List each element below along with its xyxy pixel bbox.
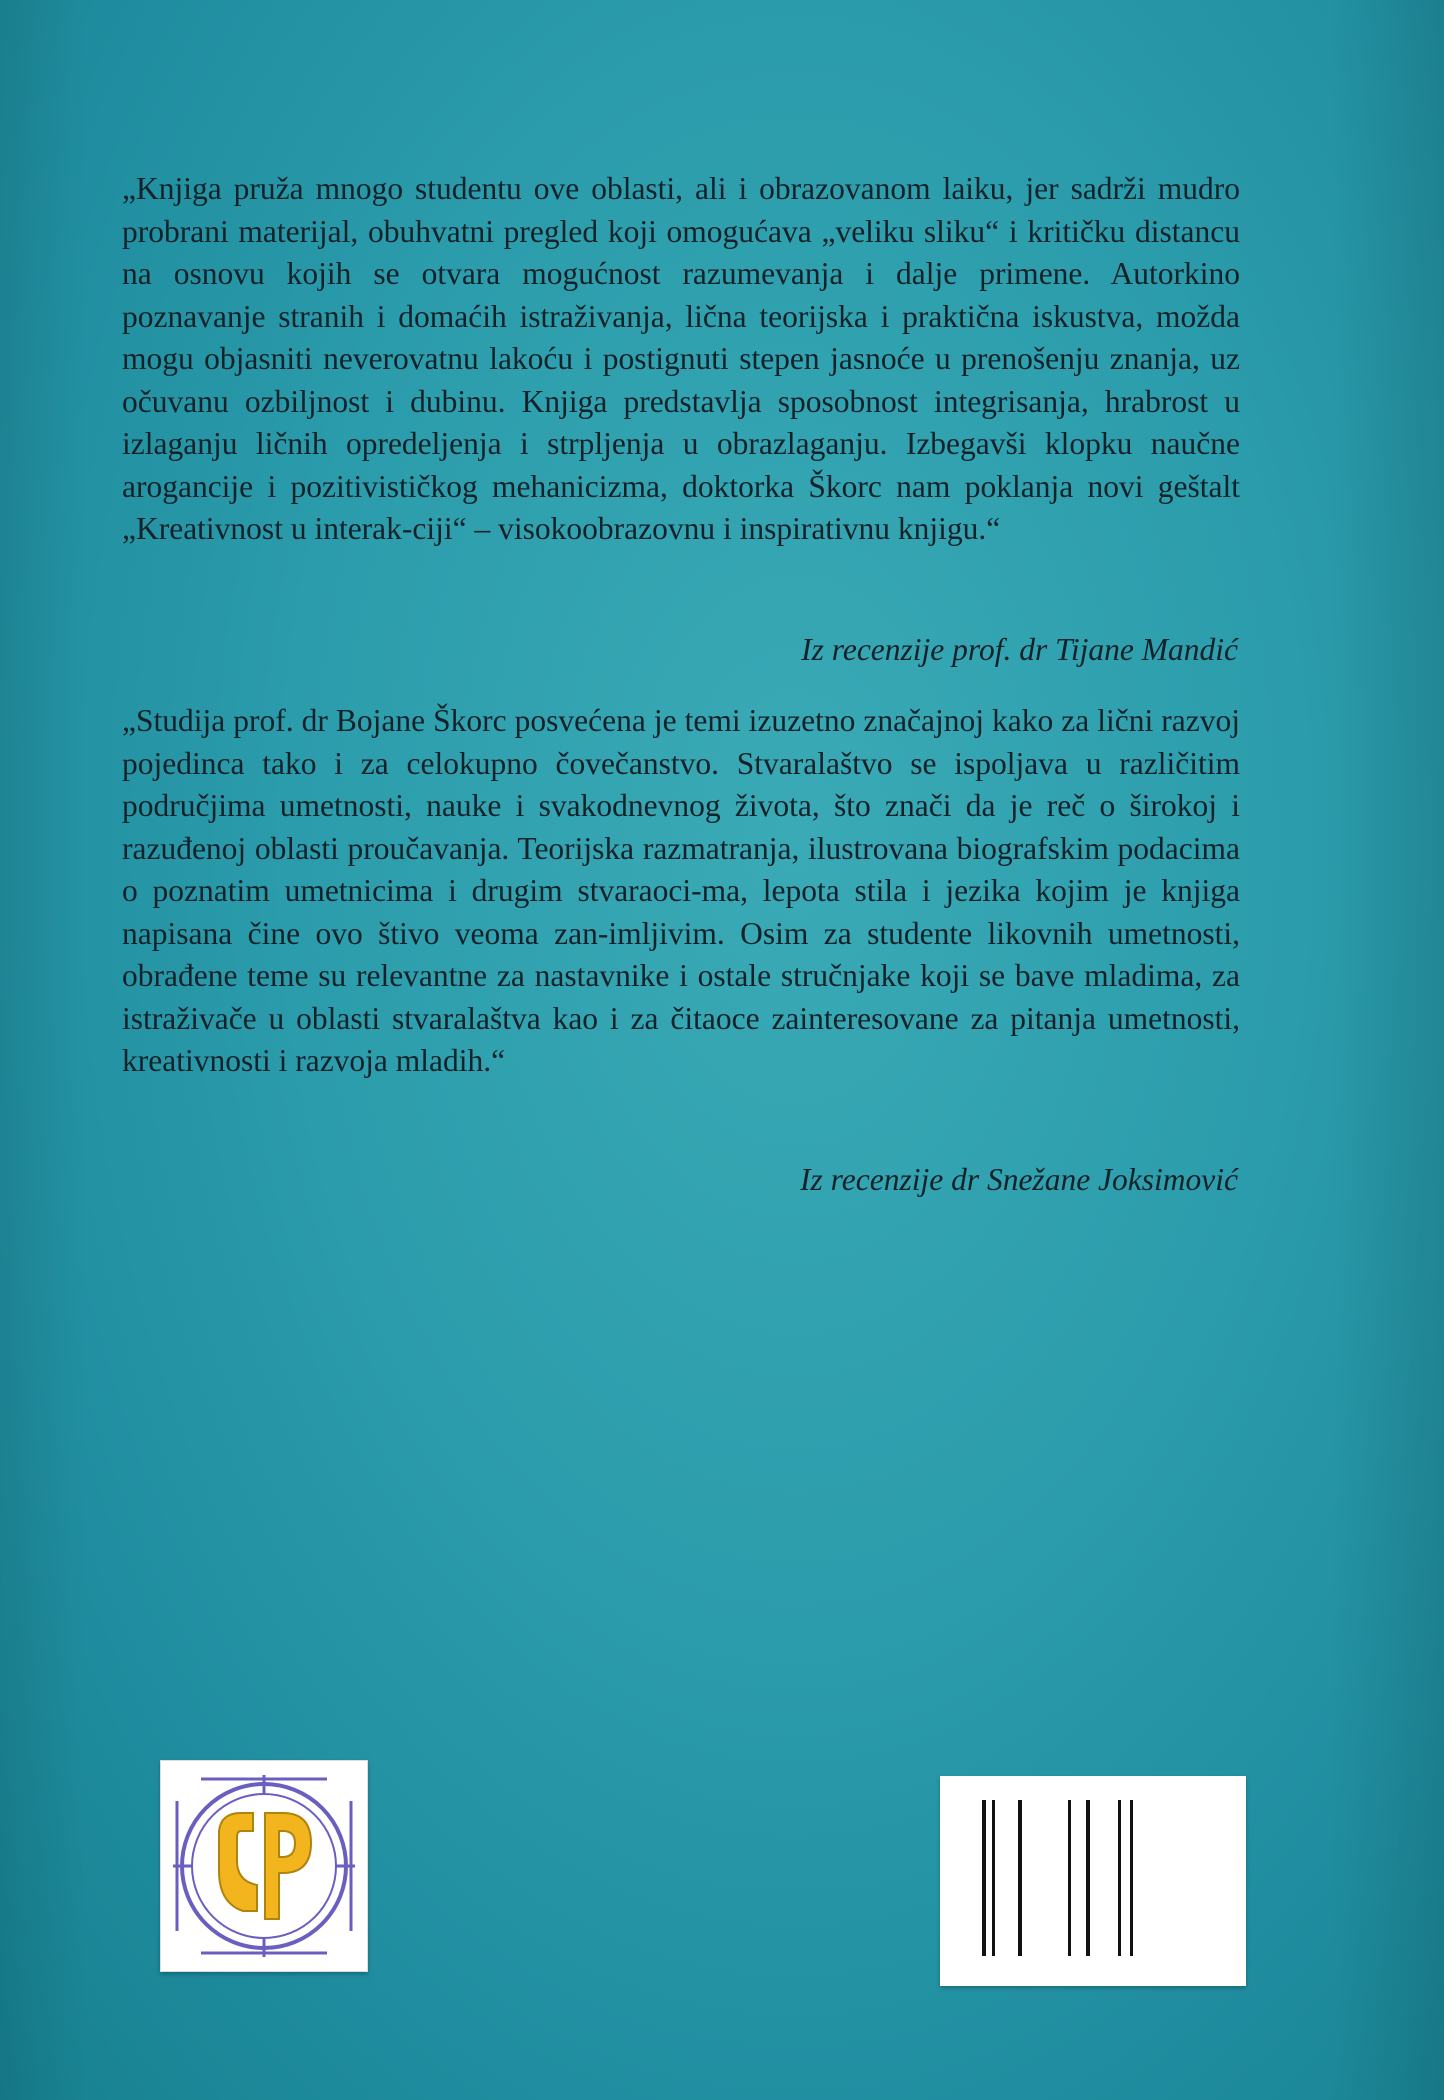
- barcode-bar: [982, 1800, 986, 1956]
- barcode-bar: [1068, 1800, 1071, 1956]
- barcode-bar: [1018, 1800, 1022, 1956]
- review-attribution-1: Iz recenzije prof. dr Tijane Mandić: [801, 632, 1238, 667]
- barcode-bar: [1130, 1800, 1133, 1956]
- barcode-bar: [1086, 1800, 1090, 1956]
- review-attribution-2: Iz recenzije dr Snežane Joksimović: [800, 1162, 1238, 1197]
- barcode-icon: [940, 1776, 1246, 1986]
- review-quote-2: „Studija prof. dr Bojane Škorc posvećena je temi izuzetno značajnoj kako za lični razvoj pojedinca tako i za celokupno čovečanstvo. Stvaralaštvo se ispoljava u različitim područjima umetnosti, nauke i svakodnevnog života, što znači da je reč o širokoj i razuđenoj oblasti proučavanja. Teorijska razmatranja, ilustrovana biografskim podacima o poznatim umetnicima i drugim stvaraoci-ma, lepota stila i jezika kojim je knjiga napisana čine ovo štivo veoma zan-imljivim. Osim za studente likovnih umetnosti, obrađene teme su relevantne za nastavnike i ostale stručnjake koji se bave mladima, za istraživače u oblasti stvaralaštva kao i za čitaoce zainteresovane za pitanja umetnosti, kreativnosti i razvoja mladih.“: [122, 703, 1240, 1078]
- publisher-logo-icon: [160, 1760, 368, 1972]
- barcode-bar: [992, 1800, 995, 1956]
- review-quote-1: „Knjiga pruža mnogo studentu ove oblasti, ali i obrazovanom laiku, jer sadrži mudro probrani materijal, obuhvatni pregled koji omogućava „veliku sliku“ i kritičku distancu na osnovu kojih se otvara mogućnost razumevanja i dalje primene. Autorkino poznavanje stranih i domaćih istraživanja, lična teorijska i praktična iskustva, možda mogu objasniti neverovatnu lakoću i postignuti stepen jasnoće u prenošenju znanja, uz očuvanu ozbiljnost i dubinu. Knjiga predstavlja sposobnost integrisanja, hrabrost u izlaganju ličnih opredeljenja i strpljenja u obrazlaganju. Izbegavši klopku naučne arogancije i pozitivističkog mehanicizma, doktorka Škorc nam poklanja novi geštalt „Kreativnost u interak-ciji“ – visokoobrazovnu i inspirativnu knjigu.“: [122, 171, 1240, 546]
- barcode-bar: [1118, 1800, 1121, 1956]
- publisher-logo-graphic: [161, 1761, 367, 1971]
